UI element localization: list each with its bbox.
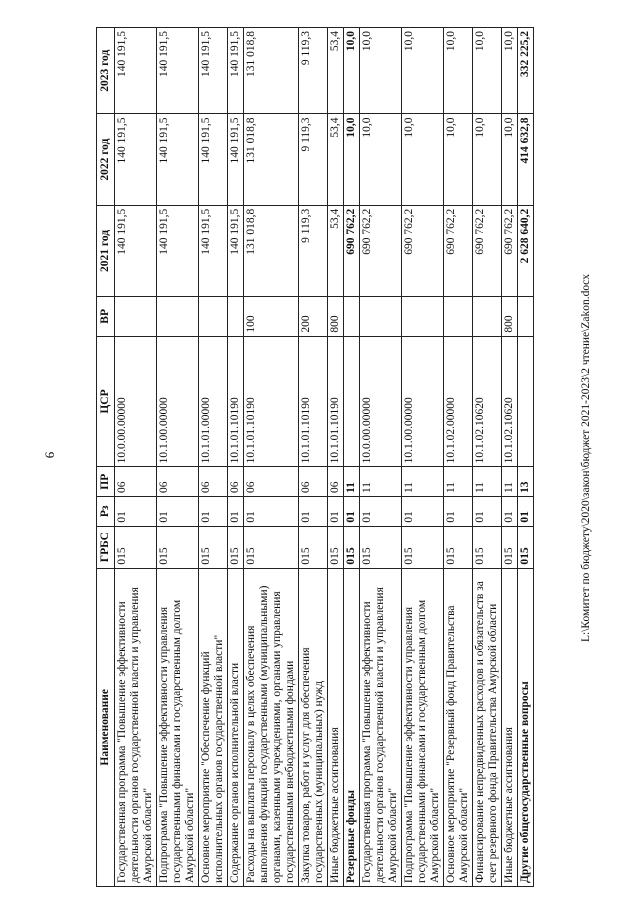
- row-rz: 01: [472, 497, 501, 527]
- row-csr: 10.1.02.00000: [443, 336, 472, 467]
- row-2021: 690 762,2: [343, 205, 359, 296]
- row-rz: 01: [156, 497, 198, 527]
- row-2023: 140 191,5: [114, 28, 156, 114]
- row-rz: 01: [401, 497, 443, 527]
- table-row: [156, 28, 198, 887]
- row-grbs: 015: [298, 526, 327, 568]
- row-rz: 01: [501, 497, 517, 527]
- row-vr: [472, 297, 501, 336]
- row-vr: [114, 297, 156, 336]
- row-2021: 690 762,2: [443, 205, 472, 296]
- row-name: Финансирование непредвиденных расходов и обязательств за счет резервного фонда Правительства Амурской области: [472, 568, 501, 886]
- row-2022: 414 632,8: [517, 114, 533, 205]
- header-2023: 2023 год: [97, 28, 115, 114]
- row-2022: 10,0: [472, 114, 501, 205]
- row-grbs: 015: [156, 526, 198, 568]
- row-csr: 10.0.00.00000: [359, 336, 401, 467]
- row-pr: 06: [198, 467, 227, 497]
- row-grbs: 015: [227, 526, 243, 568]
- row-name: Иные бюджетные ассигнования: [501, 568, 517, 886]
- row-grbs: 015: [327, 526, 343, 568]
- row-2021: 9 119,3: [298, 205, 327, 296]
- rotated-table-wrapper: [96, 27, 576, 887]
- row-2022: 10,0: [401, 114, 443, 205]
- row-2023: 10,0: [501, 28, 517, 114]
- row-vr: 200: [298, 297, 327, 336]
- header-pr: ПР: [97, 467, 115, 497]
- row-grbs: 015: [343, 526, 359, 568]
- row-vr: [343, 297, 359, 336]
- row-csr: 10.1.01.10190: [227, 336, 243, 467]
- header-2021: 2021 год: [97, 205, 115, 296]
- row-2021: 690 762,2: [401, 205, 443, 296]
- row-pr: 06: [227, 467, 243, 497]
- table-row: [327, 28, 343, 887]
- row-2022: 140 191,5: [156, 114, 198, 205]
- row-2023: 131 018,8: [243, 28, 298, 114]
- row-vr: [227, 297, 243, 336]
- row-name: Расходы на выплаты персоналу в целях обеспечения выполнения функций государственными (муниципальными) органами, казенными учреждениями, органами управления государственными внебюджетными фондами: [243, 568, 298, 886]
- row-grbs: 015: [198, 526, 227, 568]
- row-2022: 10,0: [443, 114, 472, 205]
- row-2023: 10,0: [443, 28, 472, 114]
- row-2022: 10,0: [359, 114, 401, 205]
- row-name: Подпрограмма "Повышение эффективности управления государственными финансами и государственным долгом Амурской области": [156, 568, 198, 886]
- table-row: [359, 28, 401, 887]
- table-row: [298, 28, 327, 887]
- table-body: [114, 28, 533, 887]
- row-2021: 690 762,2: [501, 205, 517, 296]
- row-grbs: 015: [401, 526, 443, 568]
- row-pr: 06: [114, 467, 156, 497]
- row-2021: 140 191,5: [227, 205, 243, 296]
- row-2022: 140 191,5: [227, 114, 243, 205]
- row-pr: 11: [501, 467, 517, 497]
- row-2021: 690 762,2: [472, 205, 501, 296]
- row-2023: 10,0: [343, 28, 359, 114]
- header-2022: 2022 год: [97, 114, 115, 205]
- row-vr: [156, 297, 198, 336]
- row-rz: 01: [227, 497, 243, 527]
- row-vr: 800: [327, 297, 343, 336]
- table-row: [227, 28, 243, 887]
- row-2023: 53,4: [327, 28, 343, 114]
- row-2021: 2 628 640,2: [517, 205, 533, 296]
- row-grbs: 015: [501, 526, 517, 568]
- row-2021: 140 191,5: [114, 205, 156, 296]
- row-pr: 13: [517, 467, 533, 497]
- row-vr: [517, 297, 533, 336]
- row-csr: 10.1.01.10190: [327, 336, 343, 467]
- row-pr: 11: [359, 467, 401, 497]
- row-grbs: 015: [243, 526, 298, 568]
- row-2022: 140 191,5: [198, 114, 227, 205]
- table-row: [198, 28, 227, 887]
- row-2023: 140 191,5: [227, 28, 243, 114]
- row-grbs: 015: [359, 526, 401, 568]
- row-rz: 01: [443, 497, 472, 527]
- row-vr: 800: [501, 297, 517, 336]
- row-csr: 10.1.01.00000: [198, 336, 227, 467]
- row-2023: 140 191,5: [198, 28, 227, 114]
- table-header-row: [97, 28, 115, 887]
- row-rz: 01: [517, 497, 533, 527]
- row-pr: 06: [327, 467, 343, 497]
- row-2023: 140 191,5: [156, 28, 198, 114]
- row-name: Другие общегосударственные вопросы: [517, 568, 533, 886]
- row-2022: 9 119,3: [298, 114, 327, 205]
- row-pr: 06: [156, 467, 198, 497]
- row-name: Государственная программа "Повышение эффективности деятельности органов государственной власти и управления Амурской области": [359, 568, 401, 886]
- row-name: Содержание органов исполнительной власти: [227, 568, 243, 886]
- table-row: [243, 28, 298, 887]
- row-csr: [517, 336, 533, 467]
- row-name: Закупка товаров, работ и услуг для обеспечения государственных (муниципальных) нужд: [298, 568, 327, 886]
- row-vr: [443, 297, 472, 336]
- row-csr: 10.1.01.10190: [298, 336, 327, 467]
- table-row: [443, 28, 472, 887]
- page-number: 9: [42, 451, 58, 459]
- row-2021: 140 191,5: [156, 205, 198, 296]
- row-rz: 01: [114, 497, 156, 527]
- row-csr: 10.0.00.00000: [114, 336, 156, 467]
- row-2023: 332 225,2: [517, 28, 533, 114]
- row-2021: 140 191,5: [198, 205, 227, 296]
- row-csr: 10.1.02.10620: [472, 336, 501, 467]
- row-rz: 01: [198, 497, 227, 527]
- row-2022: 140 191,5: [114, 114, 156, 205]
- row-2023: 10,0: [472, 28, 501, 114]
- header-csr: ЦСР: [97, 336, 115, 467]
- row-vr: 100: [243, 297, 298, 336]
- header-vr: ВР: [97, 297, 115, 336]
- row-rz: 01: [243, 497, 298, 527]
- row-grbs: 015: [472, 526, 501, 568]
- row-csr: 10.1.00.00000: [156, 336, 198, 467]
- row-csr: 10.1.02.10620: [501, 336, 517, 467]
- row-name: Основное мероприятие "Обеспечение функций исполнительных органов государственной власти": [198, 568, 227, 886]
- row-grbs: 015: [443, 526, 472, 568]
- file-path-footer: L:\Комитет по бюджету\2020\закон\бюджет 2021-2023\2 чтение\Zakon.docx: [580, 274, 592, 642]
- row-2023: 10,0: [401, 28, 443, 114]
- row-csr: 10.1.00.00000: [401, 336, 443, 467]
- table-row: [472, 28, 501, 887]
- row-name: Иные бюджетные ассигнования: [327, 568, 343, 886]
- row-rz: 01: [298, 497, 327, 527]
- row-pr: 11: [343, 467, 359, 497]
- row-2022: 10,0: [343, 114, 359, 205]
- header-grbs: ГРБС: [97, 526, 115, 568]
- table-row: [501, 28, 517, 887]
- row-2021: 53,4: [327, 205, 343, 296]
- row-name: Резервные фонды: [343, 568, 359, 886]
- row-pr: 11: [472, 467, 501, 497]
- row-rz: 01: [327, 497, 343, 527]
- row-2021: 690 762,2: [359, 205, 401, 296]
- row-2022: 53,4: [327, 114, 343, 205]
- row-pr: 11: [443, 467, 472, 497]
- row-pr: 11: [401, 467, 443, 497]
- row-name: Основное мероприятие "Резервный фонд Правительства Амурской области": [443, 568, 472, 886]
- table-row: [401, 28, 443, 887]
- row-pr: 06: [298, 467, 327, 497]
- row-vr: [359, 297, 401, 336]
- row-2023: 9 119,3: [298, 28, 327, 114]
- row-csr: [343, 336, 359, 467]
- row-csr: 10.1.01.10190: [243, 336, 298, 467]
- table-row: [343, 28, 359, 887]
- row-2021: 131 018,8: [243, 205, 298, 296]
- header-name: Наименование: [97, 568, 115, 886]
- row-grbs: 015: [114, 526, 156, 568]
- row-2022: 10,0: [501, 114, 517, 205]
- row-name: Подпрограмма "Повышение эффективности управления государственными финансами и государственным долгом Амурской области": [401, 568, 443, 886]
- budget-table: [96, 27, 534, 887]
- row-vr: [198, 297, 227, 336]
- table-row: [517, 28, 533, 887]
- row-vr: [401, 297, 443, 336]
- row-grbs: 015: [517, 526, 533, 568]
- row-rz: 01: [343, 497, 359, 527]
- row-2022: 131 018,8: [243, 114, 298, 205]
- table-row: [114, 28, 156, 887]
- row-name: Государственная программа "Повышение эффективности деятельности органов государственной власти и управления Амурской области": [114, 568, 156, 886]
- header-rz: Рз: [97, 497, 115, 527]
- row-2023: 10,0: [359, 28, 401, 114]
- row-pr: 06: [243, 467, 298, 497]
- row-rz: 01: [359, 497, 401, 527]
